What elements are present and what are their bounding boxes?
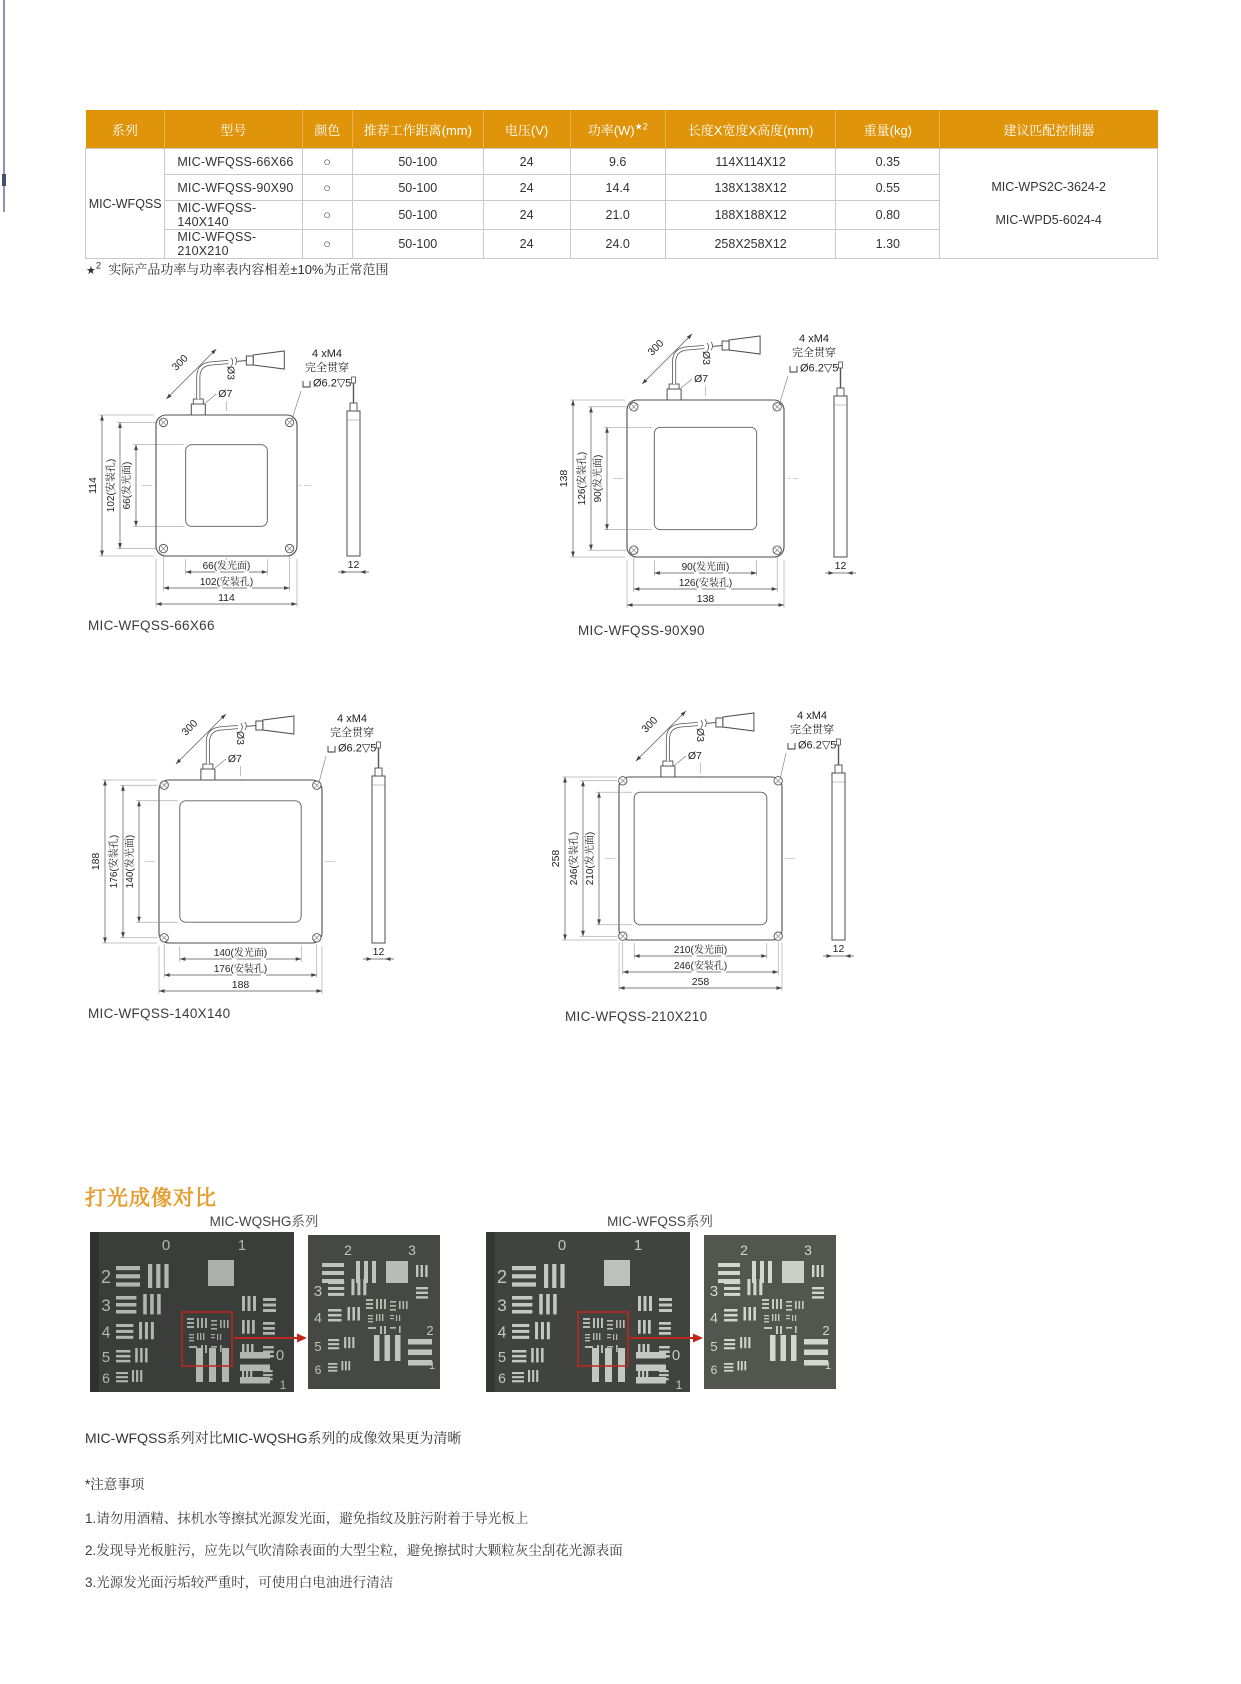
spec-table <box>85 110 1158 259</box>
size-cell: 258X258X12 <box>665 230 835 259</box>
svg-text:4 xM4: 4 xM4 <box>312 348 342 360</box>
svg-text:300: 300 <box>179 717 201 739</box>
svg-text:Ø3: Ø3 <box>233 730 246 746</box>
comparison-right-label: MIC-WFQSS系列 <box>607 1214 713 1229</box>
svg-text:4 xM4: 4 xM4 <box>337 713 367 725</box>
svg-text:114: 114 <box>87 477 99 494</box>
svg-text:114: 114 <box>218 592 235 604</box>
svg-text:300: 300 <box>169 352 191 374</box>
svg-text:246(安装孔): 246(安装孔) <box>673 961 728 972</box>
svg-text:Ø7: Ø7 <box>687 750 702 762</box>
svg-text:2: 2 <box>100 1267 112 1287</box>
drawing-caption: MIC-WFQSS-210X210 <box>565 1009 708 1024</box>
controller-1: MIC-WPS2C-3624-2 <box>991 180 1106 194</box>
svg-text:140(发光面): 140(发光面) <box>125 834 136 889</box>
distance-cell: 50-100 <box>352 149 483 175</box>
weight-cell: 0.80 <box>836 201 940 230</box>
svg-text:1: 1 <box>279 1378 287 1392</box>
footnote-star-icon: ★ <box>86 265 96 277</box>
svg-text:3: 3 <box>313 1283 323 1300</box>
svg-text:12: 12 <box>832 943 845 955</box>
col-header-series: 系列 <box>86 110 165 149</box>
svg-text:2: 2 <box>426 1323 434 1338</box>
voltage-cell: 24 <box>483 149 570 175</box>
svg-text:完全贯穿: 完全贯穿 <box>330 727 374 739</box>
power-footnote: ★$^2$ 实际产品功率与功率表内容相差±10%为正常范围 <box>86 260 389 277</box>
svg-text:300: 300 <box>639 714 661 736</box>
svg-text:5: 5 <box>497 1350 507 1367</box>
power-cell: 21.0 <box>570 201 665 230</box>
svg-text:12: 12 <box>372 946 385 958</box>
weight-cell: 0.35 <box>836 149 940 175</box>
svg-text:1: 1 <box>675 1378 683 1392</box>
weight-cell: 0.55 <box>836 175 940 201</box>
drawing-caption: MIC-WFQSS-140X140 <box>88 1006 231 1021</box>
svg-text:0: 0 <box>275 1347 285 1364</box>
svg-text:Ø3: Ø3 <box>700 350 713 366</box>
col-header-power: 功率$(W)^{★2}$ <box>570 110 665 149</box>
model-cell: MIC-WFQSS-140X140 <box>165 201 302 230</box>
svg-text:1: 1 <box>428 1360 436 1372</box>
svg-text:176(安装孔): 176(安装孔) <box>213 964 268 975</box>
svg-text:4: 4 <box>314 1309 322 1326</box>
svg-text:258: 258 <box>550 849 562 868</box>
technical-drawing-svg <box>515 295 875 617</box>
svg-text:102(安装孔): 102(安装孔) <box>199 577 254 588</box>
svg-text:12: 12 <box>347 559 360 571</box>
technical-drawing-svg <box>70 305 430 616</box>
svg-text:1: 1 <box>633 1237 643 1254</box>
svg-text:188: 188 <box>231 979 250 991</box>
size-cell: 188X188X12 <box>665 201 835 230</box>
col-header-distance: 推荐工作距离(mm) <box>352 110 483 149</box>
color-cell: ○ <box>302 175 352 201</box>
svg-text:90(发光面): 90(发光面) <box>593 454 604 503</box>
col-header-color: 颜色 <box>302 110 352 149</box>
svg-text:Ø6.2▽5: Ø6.2▽5 <box>313 377 352 390</box>
controller-2: MIC-WPD5-6024-4 <box>995 212 1102 227</box>
controller-cell <box>940 149 1158 259</box>
color-cell: ○ <box>302 201 352 230</box>
col-header-voltage: 电压(V) <box>483 110 570 149</box>
svg-text:3: 3 <box>101 1296 111 1316</box>
svg-text:完全贯穿: 完全贯穿 <box>792 347 836 359</box>
svg-text:66(发光面): 66(发光面) <box>202 561 251 572</box>
voltage-cell: 24 <box>483 230 570 259</box>
svg-text:300: 300 <box>645 337 667 359</box>
svg-text:Ø3: Ø3 <box>224 365 237 381</box>
svg-text:2: 2 <box>822 1323 830 1338</box>
note-item: 1.请勿用酒精、抹机水等擦拭光源发光面，避免指纹及脏污附着于导光板上 <box>85 1511 529 1526</box>
technical-drawing-svg <box>70 650 430 1003</box>
svg-text:6: 6 <box>498 1370 506 1386</box>
comparison-caption: MIC-WFQSS系列对比MIC-WQSHG系列的成像效果更为清晰 <box>85 1430 462 1446</box>
svg-text:188: 188 <box>90 852 102 871</box>
power-cell: 24.0 <box>570 230 665 259</box>
notes-title: *注意事项 <box>85 1477 145 1492</box>
svg-text:Ø7: Ø7 <box>218 388 233 400</box>
svg-text:完全贯穿: 完全贯穿 <box>305 362 349 374</box>
svg-text:126(安装孔): 126(安装孔) <box>577 451 588 506</box>
svg-text:210(发光面): 210(发光面) <box>673 945 728 956</box>
col-header-size: 长度X宽度X高度(mm) <box>665 110 835 149</box>
drawing-caption: MIC-WFQSS-66X66 <box>88 618 215 633</box>
drawing-caption: MIC-WFQSS-90X90 <box>578 623 705 638</box>
model-cell: MIC-WFQSS-90X90 <box>165 175 302 201</box>
col-header-controller: 建议匹配控制器 <box>940 110 1158 149</box>
svg-text:1: 1 <box>237 1237 247 1254</box>
col-header-model: 型号 <box>165 110 302 149</box>
voltage-cell: 24 <box>483 175 570 201</box>
svg-text:126(安装孔): 126(安装孔) <box>678 578 733 589</box>
technical-drawing-140x140 <box>70 650 430 1008</box>
comparison-photo-svg <box>90 1232 442 1394</box>
comparison-left-label: MIC-WQSHG系列 <box>209 1214 319 1229</box>
svg-text:258: 258 <box>691 976 710 988</box>
svg-text:0: 0 <box>557 1237 567 1254</box>
page-edge-tick <box>2 174 6 186</box>
distance-cell: 50-100 <box>352 230 483 259</box>
power-cell: 9.6 <box>570 149 665 175</box>
comparison-image-pair-wqshg <box>90 1232 442 1399</box>
svg-text:102(安装孔): 102(安装孔) <box>106 458 117 513</box>
svg-text:4: 4 <box>710 1309 718 1326</box>
svg-text:6: 6 <box>102 1370 110 1386</box>
svg-text:3: 3 <box>709 1283 719 1300</box>
svg-text:66(发光面): 66(发光面) <box>122 461 133 510</box>
svg-text:3: 3 <box>804 1242 812 1258</box>
comparison-image-pair-wfqss <box>486 1232 838 1399</box>
model-cell: MIC-WFQSS-210X210 <box>165 230 302 259</box>
svg-text:0: 0 <box>161 1237 171 1254</box>
svg-text:210(发光面): 210(发光面) <box>585 831 596 886</box>
svg-text:246(安装孔): 246(安装孔) <box>569 831 580 886</box>
distance-cell: 50-100 <box>352 201 483 230</box>
svg-text:Ø6.2▽5: Ø6.2▽5 <box>338 742 377 755</box>
svg-text:Ø7: Ø7 <box>227 753 242 765</box>
power-footnote-marker: ★2 <box>634 121 648 132</box>
svg-text:140(发光面): 140(发光面) <box>213 948 268 959</box>
svg-text:Ø3: Ø3 <box>693 727 706 743</box>
svg-text:90(发光面): 90(发光面) <box>681 562 730 573</box>
col-header-weight: 重量(kg) <box>836 110 940 149</box>
technical-drawing-66x66 <box>70 305 430 621</box>
svg-text:4: 4 <box>101 1324 111 1342</box>
svg-text:2: 2 <box>740 1242 748 1258</box>
svg-text:5: 5 <box>314 1339 322 1355</box>
svg-text:5: 5 <box>710 1339 718 1355</box>
svg-text:Ø6.2▽5: Ø6.2▽5 <box>800 362 839 375</box>
power-cell: 14.4 <box>570 175 665 201</box>
color-cell: ○ <box>302 230 352 259</box>
svg-text:6: 6 <box>710 1363 718 1378</box>
size-cell: 138X138X12 <box>665 175 835 201</box>
svg-text:5: 5 <box>101 1350 111 1367</box>
svg-text:3: 3 <box>497 1296 507 1316</box>
svg-text:12: 12 <box>834 560 847 572</box>
technical-drawing-210x210 <box>505 650 865 1005</box>
distance-cell: 50-100 <box>352 175 483 201</box>
svg-text:138: 138 <box>558 469 570 488</box>
series-cell: MIC-WFQSS <box>86 149 165 259</box>
svg-text:138: 138 <box>696 593 715 605</box>
svg-text:1: 1 <box>824 1360 832 1372</box>
svg-text:完全贯穿: 完全贯穿 <box>790 724 834 736</box>
svg-text:2: 2 <box>344 1242 352 1258</box>
svg-text:6: 6 <box>314 1363 322 1378</box>
svg-text:Ø7: Ø7 <box>694 373 709 385</box>
section-title-lighting-comparison: 打光成像对比 <box>85 1187 217 1210</box>
svg-text:Ø6.2▽5: Ø6.2▽5 <box>798 739 837 752</box>
comparison-photo-svg <box>486 1232 838 1394</box>
technical-drawing-90x90 <box>515 295 875 622</box>
weight-cell: 1.30 <box>836 230 940 259</box>
svg-text:4 xM4: 4 xM4 <box>799 333 829 345</box>
technical-drawing-svg <box>505 650 865 1000</box>
note-item: 3.光源发光面污垢较严重时，可使用白电油进行清洁 <box>85 1575 394 1590</box>
svg-text:4 xM4: 4 xM4 <box>797 710 827 722</box>
model-cell: MIC-WFQSS-66X66 <box>165 149 302 175</box>
table-row <box>86 149 1158 175</box>
table-header-row <box>86 110 1158 149</box>
svg-text:0: 0 <box>671 1347 681 1364</box>
voltage-cell: 24 <box>483 201 570 230</box>
note-item: 2.发现导光板脏污，应先以气吹清除表面的大型尘粒，避免擦拭时大颗粒灰尘刮花光源表面 <box>85 1543 623 1558</box>
svg-text:4: 4 <box>497 1324 507 1342</box>
svg-text:176(安装孔): 176(安装孔) <box>109 834 120 889</box>
svg-text:2: 2 <box>496 1267 508 1287</box>
color-cell: ○ <box>302 149 352 175</box>
svg-text:3: 3 <box>408 1242 416 1258</box>
size-cell: 114X114X12 <box>665 149 835 175</box>
